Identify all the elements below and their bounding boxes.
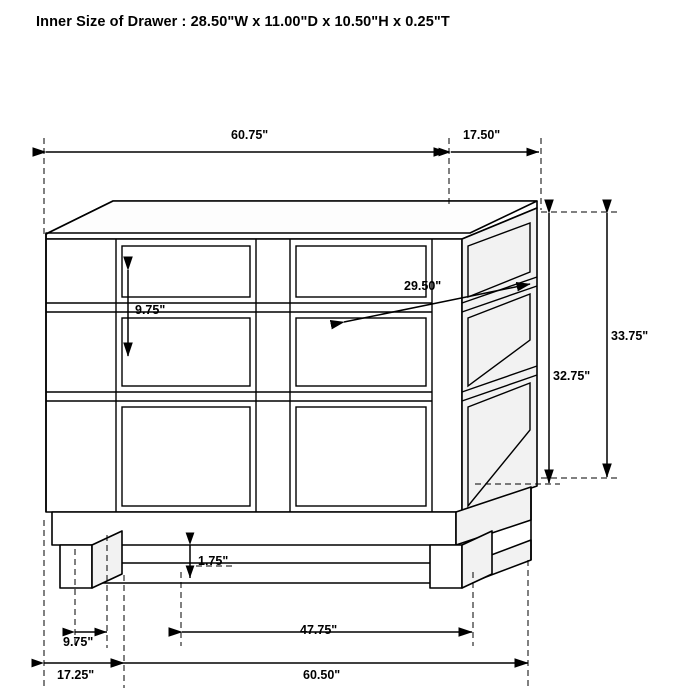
- dim-leg-height: 1.75": [198, 554, 229, 568]
- dim-top-depth: 17.50": [463, 128, 501, 142]
- dim-top-width-main: 60.75": [231, 128, 269, 142]
- dim-overall-height: 33.75": [611, 329, 649, 343]
- dim-base-depth: 17.25": [57, 668, 95, 682]
- dim-leg-depth: 9.75": [63, 635, 94, 649]
- dim-base-width: 60.50": [303, 668, 341, 682]
- cabinet-body: [46, 201, 537, 588]
- dim-drawer-width: 29.50": [404, 279, 442, 293]
- dim-cabinet-height: 32.75": [553, 369, 591, 383]
- page-title: Inner Size of Drawer : 28.50"W x 11.00"D x 10.50"H x 0.25"T: [36, 14, 450, 30]
- dim-drawer-height: 9.75": [135, 303, 166, 317]
- dim-base-inner-width: 47.75": [300, 623, 338, 637]
